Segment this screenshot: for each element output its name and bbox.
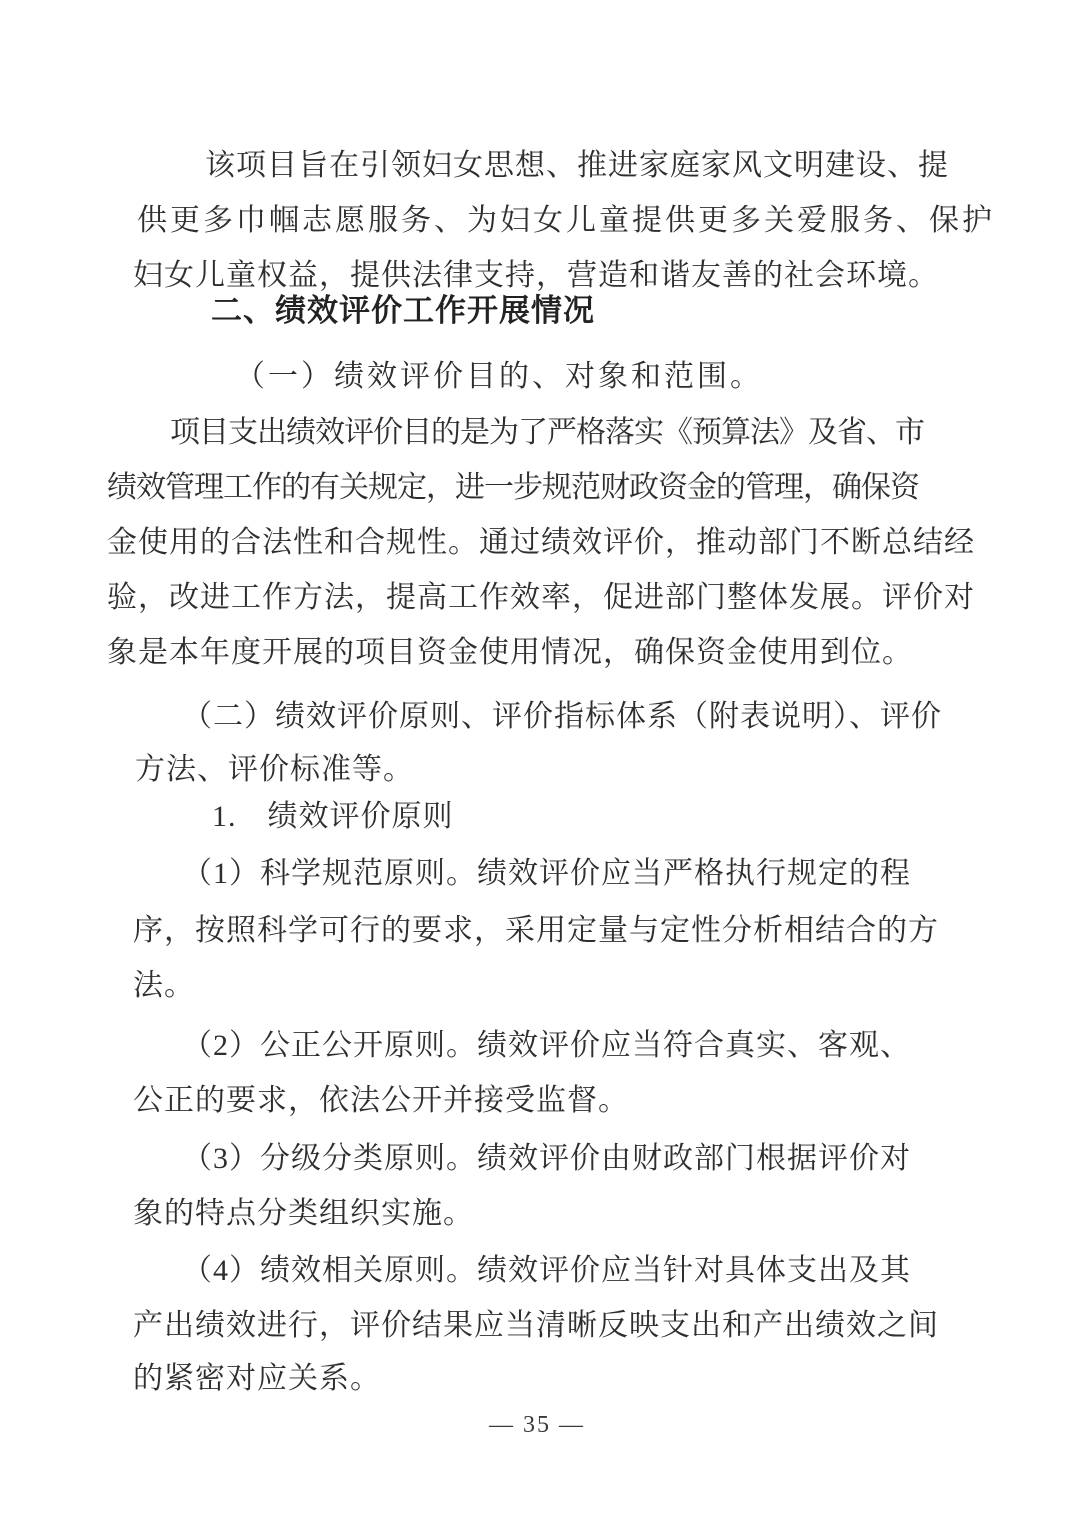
subsection-heading-2-2-line-2: 方法、评价标准等。 [135,753,414,786]
para-purpose-line-2: 绩效管理工作的有关规定，进一步规范财政资金的管理，确保资 [107,471,919,504]
para-purpose-line-1: 项目支出绩效评价目的是为了严格落实《预算法》及省、市 [170,416,924,449]
para-purpose-line-5: 象是本年度开展的项目资金使用情况，确保资金使用到位。 [107,636,913,669]
principle-4-line-3: 的紧密对应关系。 [133,1362,381,1395]
subsection-heading-2-1: （一）绩效评价目的、对象和范围。 [235,360,763,393]
section-heading-2: 二、绩效评价工作开展情况 [211,293,595,328]
principle-2-line-1: （2）公正公开原则。绩效评价应当符合真实、客观、 [182,1029,911,1062]
para-intro-line-2: 供更多巾帼志愿服务、为妇女儿童提供更多关爱服务、保护 [137,204,995,237]
page-number: — 35 — [489,1412,585,1438]
principle-4-line-2: 产出绩效进行，评价结果应当清晰反映支出和产出绩效之间 [133,1309,939,1342]
principle-2-line-2: 公正的要求，依法公开并接受监督。 [133,1084,629,1117]
para-intro-line-1: 该项目旨在引领妇女思想、推进家庭家风文明建设、提 [205,149,949,182]
principle-1-line-2: 序，按照科学可行的要求，采用定量与定性分析相结合的方 [133,914,939,947]
para-intro-line-3: 妇女儿童权益，提供法律支持，营造和谐友善的社会环境。 [133,259,939,292]
principle-3-line-2: 象的特点分类组织实施。 [133,1197,474,1230]
principle-4-line-1: （4）绩效相关原则。绩效评价应当针对具体支出及其 [182,1254,911,1287]
para-purpose-line-4: 验，改进工作方法，提高工作效率，促进部门整体发展。评价对 [107,581,975,614]
list-item-1-heading: 1. 绩效评价原则 [212,800,454,833]
subsection-heading-2-2-line-1: （二）绩效评价原则、评价指标体系（附表说明）、评价 [182,700,942,733]
principle-3-line-1: （3）分级分类原则。绩效评价由财政部门根据评价对 [182,1142,911,1175]
para-purpose-line-3: 金使用的合法性和合规性。通过绩效评价，推动部门不断总结经 [107,526,975,559]
principle-1-line-1: （1）科学规范原则。绩效评价应当严格执行规定的程 [182,857,911,890]
principle-1-line-3: 法。 [133,969,195,1002]
